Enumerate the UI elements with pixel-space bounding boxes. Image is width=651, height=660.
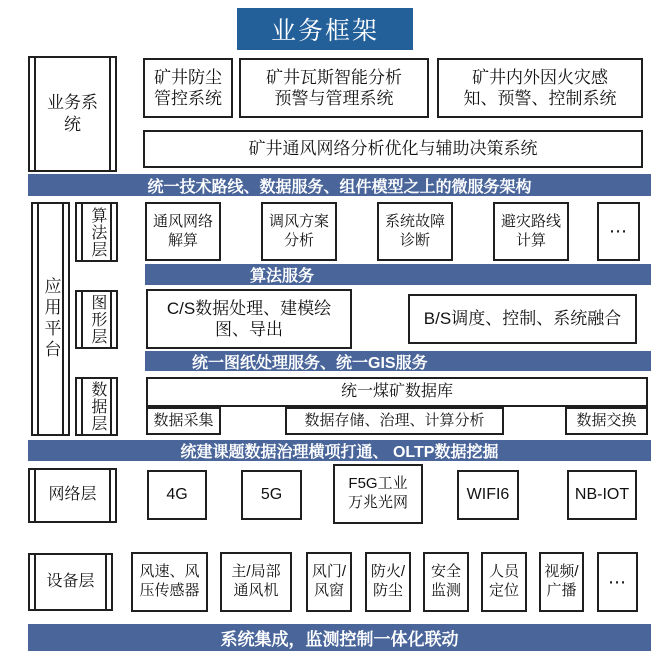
- banner-data-governance: 统建课题数据治理横项打通、 OLTP数据挖掘: [28, 440, 651, 461]
- banner-algorithm-service: 算法服务: [145, 264, 651, 285]
- unified-coal-mine-database: 统一煤矿数据库: [146, 377, 648, 407]
- data-storage-governance: 数据存储、治理、计算分析: [285, 407, 504, 435]
- banner-microservice: 统一技术路线、数据服务、组件模型之上的微服务架构: [28, 174, 651, 196]
- system-gas-analysis: 矿井瓦斯智能分析预警与管理系统: [239, 58, 429, 118]
- device-more: ⋯: [597, 552, 638, 612]
- data-exchange: 数据交换: [565, 407, 648, 435]
- network-wifi6: WIFI6: [457, 470, 519, 520]
- data-collection: 数据采集: [146, 407, 221, 435]
- graphics-layer-label-text: 图形层: [88, 294, 106, 345]
- algo-more: ⋯: [597, 202, 640, 261]
- network-layer-label-text: 网络层: [48, 486, 97, 504]
- data-layer-label-text: 数据层: [88, 381, 106, 432]
- algo-escape-route: 避灾路线计算: [493, 202, 569, 261]
- device-main-local-fan: 主/局部通风机: [220, 552, 292, 612]
- banner-system-integration: 系统集成，监测控制一体化联动: [28, 624, 651, 651]
- algorithm-layer-label: [75, 202, 118, 262]
- graphics-bs-dispatch: B/S调度、控制、系统融合: [408, 294, 637, 344]
- device-fire-dust-prevention: 防火/防尘: [365, 552, 411, 612]
- device-personnel-positioning: 人员定位: [481, 552, 527, 612]
- business-system-label: [28, 56, 117, 172]
- algorithm-layer-label-text: 算法层: [88, 206, 106, 258]
- application-platform-label-text: 应用平台: [41, 277, 61, 361]
- network-4g: 4G: [147, 470, 207, 520]
- device-wind-pressure-sensor: 风速、风压传感器: [131, 552, 208, 612]
- application-platform-label: [31, 202, 70, 436]
- network-5g: 5G: [241, 470, 302, 520]
- device-video-broadcast: 视频/广播: [539, 552, 584, 612]
- business-system-label-text: 业务系统: [47, 92, 98, 134]
- algo-air-adjustment: 调风方案分析: [261, 202, 337, 261]
- network-layer-label: [28, 468, 117, 523]
- diagram-title: 业务框架: [237, 8, 413, 50]
- device-air-door-window: 风门/风窗: [306, 552, 352, 612]
- device-layer-label: [28, 553, 113, 611]
- system-fire-sensing: 矿井内外因火灾感知、预警、控制系统: [437, 58, 643, 118]
- system-dust-control: 矿井防尘管控系统: [143, 58, 233, 118]
- graphics-cs-processing: C/S数据处理、建模绘图、导出: [146, 289, 352, 349]
- banner-gis-service: 统一图纸处理服务、统一GIS服务: [145, 351, 651, 371]
- algo-fault-diagnosis: 系统故障诊断: [377, 202, 453, 261]
- network-nbiot: NB-IOT: [567, 470, 637, 520]
- data-layer-label: [75, 377, 118, 436]
- graphics-layer-label: [75, 290, 118, 349]
- system-ventilation-decision: 矿井通风网络分析优化与辅助决策系统: [143, 130, 643, 168]
- network-f5g: F5G工业万兆光网: [333, 464, 423, 524]
- device-layer-label-text: 设备层: [46, 572, 95, 590]
- device-safety-monitoring: 安全监测: [423, 552, 469, 612]
- algo-ventilation-network: 通风网络解算: [145, 202, 221, 261]
